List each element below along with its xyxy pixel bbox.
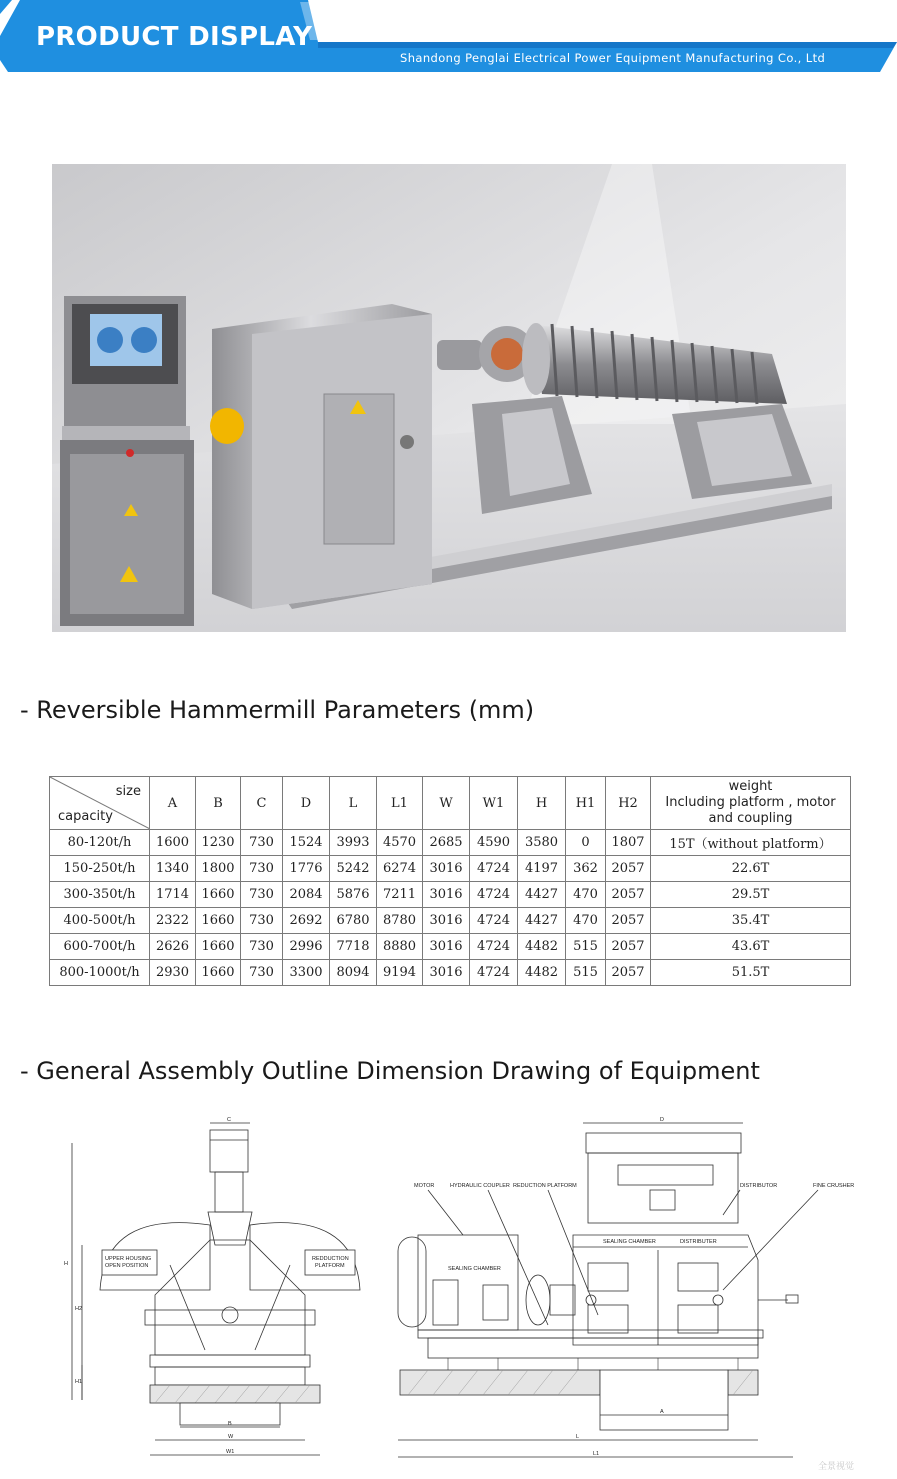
table-cell: 6274 (377, 856, 423, 882)
table-cell: 515 (566, 960, 606, 986)
table-cell: 1660 (196, 908, 241, 934)
column-header: D (283, 777, 330, 830)
table-cell: 4724 (470, 856, 518, 882)
table-row (50, 882, 851, 908)
table-cell: 1660 (196, 960, 241, 986)
table-cell: 1230 (196, 830, 241, 856)
column-header: B (196, 777, 241, 830)
corner-header-cell (50, 777, 150, 830)
dim-w1-label: W1 (226, 1449, 235, 1455)
column-header: C (241, 777, 283, 830)
table-row (50, 934, 851, 960)
drawing-heading: - General Assembly Outline Dimension Drawing of Equipment (20, 1057, 760, 1085)
table-cell: 2685 (423, 830, 470, 856)
company-name: Shandong Penglai Electrical Power Equipment Manufacturing Co., Ltd (400, 51, 826, 65)
parameters-table (49, 776, 851, 986)
table-cell: 8780 (377, 908, 423, 934)
capacity-cell: 600-700t/h (50, 934, 150, 960)
table-cell: 2084 (283, 882, 330, 908)
table-cell: 4724 (470, 882, 518, 908)
table-cell: 5242 (330, 856, 377, 882)
watermark: 全景视觉 (818, 1462, 855, 1472)
weight-cell: 43.6T (651, 934, 851, 960)
table-cell: 1800 (196, 856, 241, 882)
capacity-cell: 150-250t/h (50, 856, 150, 882)
table-cell: 1714 (150, 882, 196, 908)
weight-cell: 22.6T (651, 856, 851, 882)
distributer-label: DISTRIBUTER (680, 1239, 717, 1245)
table-cell: 2322 (150, 908, 196, 934)
dim-d-label: D (660, 1117, 664, 1123)
dim-a-label: A (660, 1409, 664, 1415)
reduction-platform-label: REDUCTION PLATFORM (513, 1183, 577, 1189)
table-row (50, 856, 851, 882)
weight-header-line: weight (728, 779, 773, 794)
product-photo (52, 164, 846, 632)
table-cell: 1807 (606, 830, 651, 856)
table-cell: 4427 (518, 882, 566, 908)
dim-w-label: W (228, 1434, 234, 1440)
front-view-drawing (388, 1115, 868, 1475)
table-cell: 2626 (150, 934, 196, 960)
parameters-heading: - Reversible Hammermill Parameters (mm) (20, 696, 535, 724)
parameters-table-wrap (49, 776, 851, 986)
table-cell: 2057 (606, 960, 651, 986)
table-header-row (50, 777, 851, 830)
table-cell: 1660 (196, 882, 241, 908)
weight-cell: 35.4T (651, 908, 851, 934)
weight-header (651, 777, 851, 830)
column-header: L1 (377, 777, 423, 830)
table-cell: 4724 (470, 908, 518, 934)
table-cell: 730 (241, 830, 283, 856)
table-cell: 1600 (150, 830, 196, 856)
weight-cell: 15T（without platform） (651, 830, 851, 856)
capacity-cell: 300-350t/h (50, 882, 150, 908)
sealing-chamber-2-label: SEALING CHAMBER (603, 1239, 656, 1245)
fine-crusher-label: FINE CRUSHER (813, 1183, 855, 1189)
table-cell: 3993 (330, 830, 377, 856)
table-cell: 4482 (518, 960, 566, 986)
table-cell: 730 (241, 856, 283, 882)
table-cell: 4590 (470, 830, 518, 856)
table-cell: 3016 (423, 934, 470, 960)
table-cell: 6780 (330, 908, 377, 934)
column-header: H1 (566, 777, 606, 830)
table-cell: 730 (241, 908, 283, 934)
table-row (50, 830, 851, 856)
dim-l-label: L (576, 1434, 580, 1440)
column-header: W1 (470, 777, 518, 830)
column-header: H2 (606, 777, 651, 830)
table-cell: 4197 (518, 856, 566, 882)
table-cell: 515 (566, 934, 606, 960)
motor-label: MOTOR (414, 1183, 435, 1189)
table-cell: 2692 (283, 908, 330, 934)
capacity-label: capacity (58, 809, 113, 824)
sealing-chamber-label: SEALING CHAMBER (448, 1266, 501, 1272)
table-cell: 3016 (423, 856, 470, 882)
size-label: size (115, 784, 141, 799)
dim-b-label: B (228, 1421, 232, 1427)
table-cell: 5876 (330, 882, 377, 908)
table-cell: 3580 (518, 830, 566, 856)
table-cell: 2057 (606, 934, 651, 960)
page-title: PRODUCT DISPLAY (36, 22, 313, 52)
table-cell: 2057 (606, 856, 651, 882)
table-cell: 1776 (283, 856, 330, 882)
table-cell: 2930 (150, 960, 196, 986)
capacity-cell: 800-1000t/h (50, 960, 150, 986)
table-row (50, 908, 851, 934)
table-cell: 7718 (330, 934, 377, 960)
column-header: A (150, 777, 196, 830)
table-cell: 3300 (283, 960, 330, 986)
weight-header-line: and coupling (708, 811, 793, 826)
table-cell: 7211 (377, 882, 423, 908)
table-cell: 1340 (150, 856, 196, 882)
table-cell: 470 (566, 908, 606, 934)
side-view-svg (60, 1115, 370, 1470)
table-cell: 2996 (283, 934, 330, 960)
table-cell: 9194 (377, 960, 423, 986)
dim-h1-label: H1 (75, 1379, 83, 1385)
table-cell: 3016 (423, 908, 470, 934)
table-cell: 1660 (196, 934, 241, 960)
table-cell: 4724 (470, 934, 518, 960)
column-header: L (330, 777, 377, 830)
hydraulic-coupler-label: HYDRAULIC COUPLER (450, 1183, 510, 1189)
table-cell: 730 (241, 882, 283, 908)
weight-cell: 51.5T (651, 960, 851, 986)
table-cell: 8094 (330, 960, 377, 986)
reduction-platform-label: REDDUCTION (312, 1256, 349, 1262)
weight-header-line: Including platform , motor (665, 795, 836, 810)
table-cell: 470 (566, 882, 606, 908)
table-cell: 4570 (377, 830, 423, 856)
table-cell: 3016 (423, 960, 470, 986)
distributor-label: DISTRIBUTOR (740, 1183, 778, 1189)
table-cell: 3016 (423, 882, 470, 908)
dim-c-label: C (227, 1117, 231, 1123)
table-cell: 1524 (283, 830, 330, 856)
header-banner (0, 0, 897, 75)
upper-housing-label: UPPER HOUSING (105, 1256, 152, 1262)
dim-l1-label: L1 (593, 1451, 600, 1457)
hammermill-illustration (52, 164, 846, 632)
front-view-svg (388, 1115, 868, 1470)
table-cell: 362 (566, 856, 606, 882)
weight-cell: 29.5T (651, 882, 851, 908)
table-cell: 8880 (377, 934, 423, 960)
capacity-cell: 80-120t/h (50, 830, 150, 856)
reduction-platform-label: PLATFORM (315, 1263, 345, 1269)
side-view-drawing (60, 1115, 370, 1475)
dim-h-label: H (64, 1261, 68, 1267)
column-header: H (518, 777, 566, 830)
table-cell: 730 (241, 960, 283, 986)
table-cell: 0 (566, 830, 606, 856)
table-cell: 4427 (518, 908, 566, 934)
table-cell: 2057 (606, 908, 651, 934)
column-header: W (423, 777, 470, 830)
capacity-cell: 400-500t/h (50, 908, 150, 934)
table-cell: 2057 (606, 882, 651, 908)
table-cell: 730 (241, 934, 283, 960)
table-row (50, 960, 851, 986)
upper-housing-label: OPEN POSITION (105, 1263, 149, 1269)
table-cell: 4724 (470, 960, 518, 986)
table-cell: 4482 (518, 934, 566, 960)
dim-h2-label: H2 (75, 1306, 83, 1312)
